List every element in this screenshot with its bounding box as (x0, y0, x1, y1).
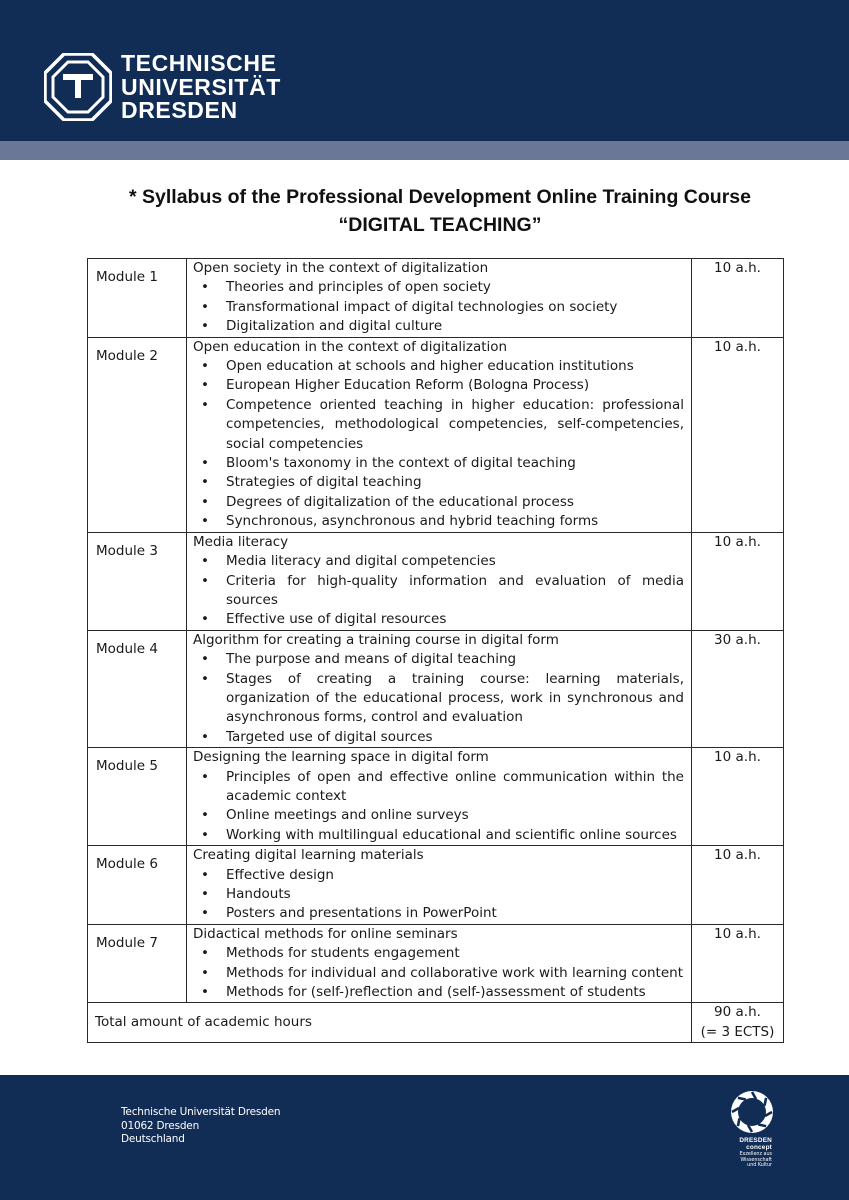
module-hours: 10 a.h. (692, 748, 784, 846)
list-item: • Methods for individual and collaborative work with learning content (193, 964, 684, 983)
module-topic: Open society in the context of digitalization (193, 260, 489, 276)
module-hours: 10 a.h. (692, 337, 784, 532)
module-hours: 10 a.h. (692, 924, 784, 1003)
table-row (88, 924, 784, 1003)
list-item: • Bloom's taxonomy in the context of digital teaching (193, 454, 684, 473)
module-hours: 10 a.h. (692, 532, 784, 630)
address-line: Deutschland (121, 1133, 185, 1145)
list-item: • Online meetings and online surveys (193, 806, 684, 825)
dresden-concept-logo-icon (730, 1090, 774, 1134)
footer-address (121, 1106, 280, 1147)
module-label: Module 3 (88, 532, 187, 630)
list-item: • Synchronous, asynchronous and hybrid teaching forms (193, 512, 684, 531)
concept-name-line: concept (746, 1144, 772, 1151)
university-name-line: UNIVERSITÄT (121, 73, 281, 100)
module-hours: 10 a.h. (692, 846, 784, 925)
total-label: Total amount of academic hours (88, 1003, 692, 1043)
list-item: • Working with multilingual educational and scientific online sources (193, 826, 684, 845)
header-bar (0, 0, 849, 141)
total-hours (692, 1003, 784, 1043)
address-line: 01062 Dresden (121, 1119, 200, 1132)
module-hours: 30 a.h. (692, 630, 784, 747)
header-stripe (0, 141, 849, 160)
list-item: • Transformational impact of digital technologies on society (193, 298, 684, 317)
module-topic: Open education in the context of digitalization (193, 338, 508, 355)
module-points (193, 866, 684, 924)
table-row (88, 259, 784, 338)
module-points (193, 278, 684, 336)
total-row (88, 1003, 784, 1043)
module-content (187, 532, 692, 630)
document-title (40, 183, 840, 239)
module-label: Module 7 (88, 924, 187, 1003)
module-topic: Designing the learning space in digital form (193, 749, 489, 766)
module-content (187, 630, 692, 747)
concept-sub-line: Wissenschaft (740, 1157, 772, 1163)
title-line: * Syllabus of the Professional Development Online Training Course (129, 186, 751, 208)
list-item: • European Higher Education Reform (Bologna Process) (193, 376, 684, 395)
module-content (187, 259, 692, 338)
university-name-line: DRESDEN (121, 97, 238, 123)
list-item: • Effective design (193, 866, 684, 885)
module-points (193, 650, 684, 747)
dresden-concept-logo (728, 1090, 778, 1180)
module-topic: Media literacy (193, 533, 289, 550)
list-item: • Strategies of digital teaching (193, 473, 684, 492)
table-row (88, 846, 784, 925)
address-line: Technische Universität Dresden (121, 1106, 281, 1118)
module-points (193, 944, 684, 1002)
module-points (193, 768, 684, 846)
module-topic: Algorithm for creating a training course in digital form (193, 631, 559, 648)
module-content (187, 924, 692, 1003)
concept-sub-line: Exzellenz aus (739, 1152, 772, 1157)
table-row (88, 748, 784, 846)
list-item: • Digitalization and digital culture (193, 317, 684, 336)
tu-dresden-logo-icon (44, 53, 112, 121)
dresden-concept-name (728, 1137, 772, 1151)
list-item: • The purpose and means of digital teaching (193, 650, 684, 669)
module-label: Module 1 (88, 259, 187, 338)
total-hours-value: 90 a.h. (714, 1004, 761, 1021)
module-label: Module 4 (88, 630, 187, 747)
list-item: • Targeted use of digital sources (193, 728, 684, 747)
module-content (187, 748, 692, 846)
module-topic: Didactical methods for online seminars (193, 925, 458, 942)
module-points (193, 552, 684, 630)
total-ects-value: (= 3 ECTS) (700, 1023, 775, 1040)
title-line: “DIGITAL TEACHING” (338, 214, 542, 236)
list-item: • Theories and principles of open society (193, 278, 684, 297)
list-item: • Principles of open and effective online communication within the academic context (193, 768, 684, 807)
university-name (121, 52, 281, 123)
table-row (88, 337, 784, 532)
table-row (88, 532, 784, 630)
list-item: • Degrees of digitalization of the educational process (193, 493, 684, 512)
list-item: • Media literacy and digital competencies (193, 552, 684, 571)
syllabus-table (87, 258, 784, 1043)
module-hours: 10 a.h. (692, 259, 784, 338)
module-topic: Creating digital learning materials (193, 847, 424, 864)
list-item: • Effective use of digital resources (193, 610, 684, 629)
table-row (88, 630, 784, 747)
university-name-line: TECHNISCHE (121, 50, 277, 76)
list-item: • Competence oriented teaching in higher education: professional competencies, methodological competencies, self-competencies, social competencies (193, 396, 684, 454)
module-content (187, 337, 692, 532)
list-item: • Methods for (self-)reflection and (self-)assessment of students (193, 983, 684, 1002)
module-points (193, 357, 684, 532)
concept-sub-line: und Kultur (747, 1163, 772, 1169)
list-item: • Stages of creating a training course: learning materials, organization of the educational process, work in synchronous and asynchronous forms, control and evaluation (193, 670, 684, 728)
list-item: • Open education at schools and higher education institutions (193, 357, 684, 376)
list-item: • Methods for students engagement (193, 944, 684, 963)
concept-name-line: DRESDEN (739, 1137, 772, 1144)
module-label: Module 2 (88, 337, 187, 532)
list-item: • Posters and presentations in PowerPoint (193, 904, 684, 923)
module-content (187, 846, 692, 925)
module-label: Module 6 (88, 846, 187, 925)
dresden-concept-tagline (728, 1152, 772, 1169)
list-item: • Criteria for high-quality information and evaluation of media sources (193, 572, 684, 611)
list-item: • Handouts (193, 885, 684, 904)
module-label: Module 5 (88, 748, 187, 846)
